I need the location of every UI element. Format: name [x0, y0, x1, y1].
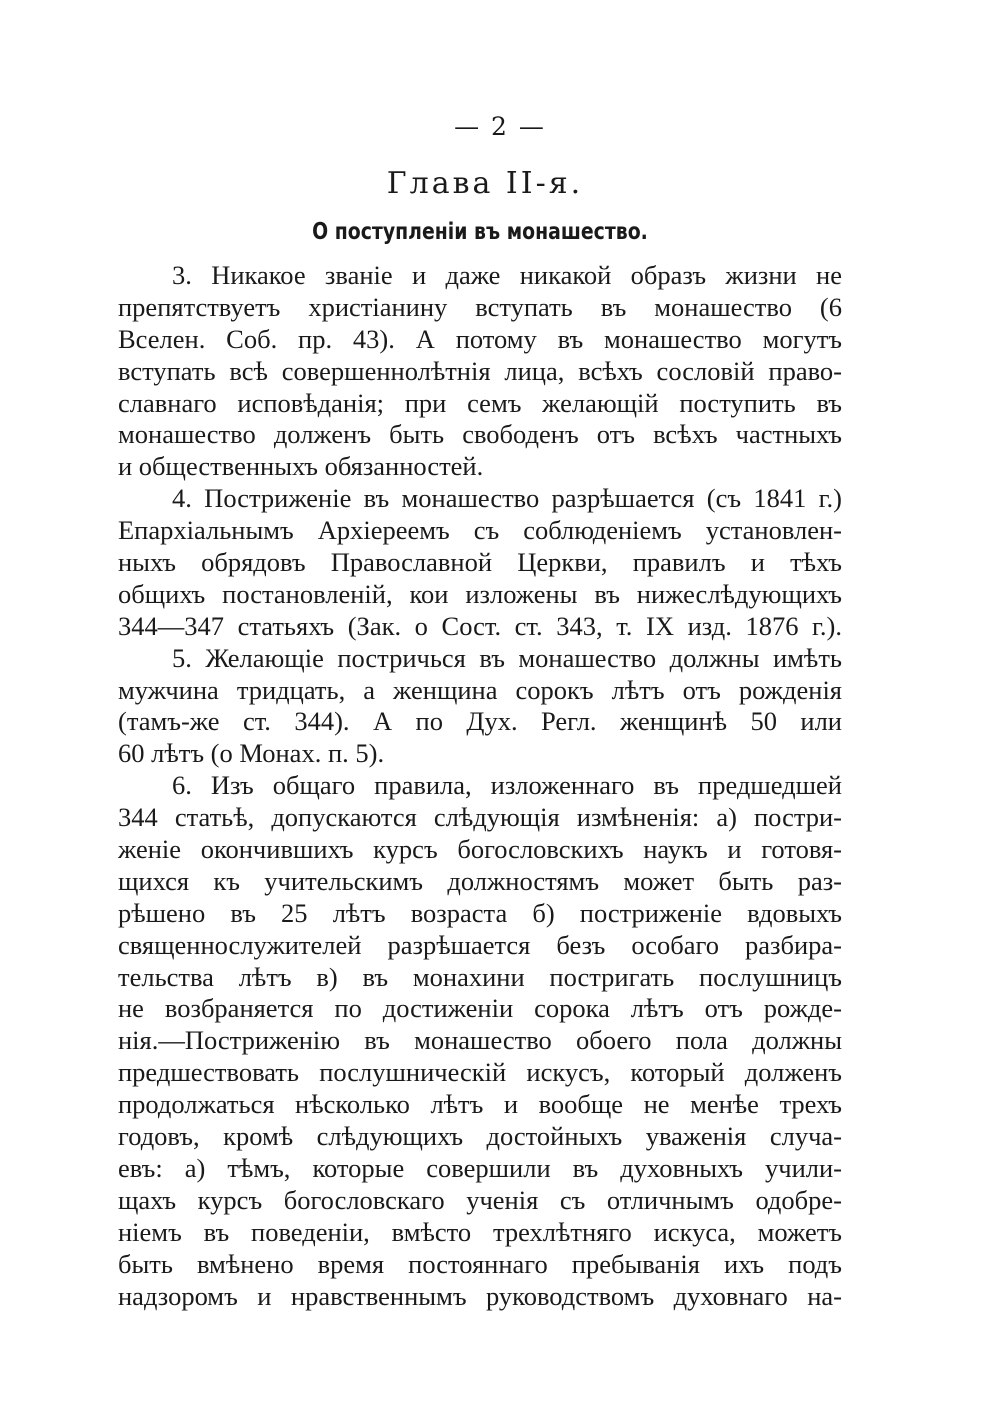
text-line: вступать всѣ совершеннолѣтнія лица, всѣхъ сословій право-: [118, 355, 842, 386]
text-line: евъ: а) тѣмъ, которые совершили въ духовныхъ учили-: [118, 1152, 842, 1183]
text-line: не возбраняется по достиженіи сорока лѣтъ отъ рожде-: [118, 993, 842, 1024]
text-line: надзоромъ и нравственнымъ руководствомъ духовнаго на-: [118, 1280, 842, 1311]
text-line: Епархіальнымъ Архіереемъ съ соблюденіемъ установлен-: [118, 515, 842, 546]
text-line: 60 лѣтъ (о Монах. п. 5).: [118, 738, 385, 769]
text-line: быть вмѣнено время постояннаго пребыванія ихъ подъ: [118, 1248, 842, 1279]
text-line: щихся къ учительскимъ должностямъ может быть раз-: [118, 865, 842, 896]
chapter-title: Глава II-я.: [386, 166, 584, 201]
text-line: Вселен. Соб. пр. 43). А потому въ монашество могутъ: [118, 323, 842, 354]
text-line: 344 статьѣ, допускаются слѣдующія измѣненія: а) постри-: [118, 802, 842, 833]
text-line: продолжаться нѣсколько лѣтъ и вообще не менѣе трехъ: [118, 1089, 842, 1120]
text-line: щахъ курсъ богословскаго ученія съ отличнымъ одобре-: [118, 1184, 842, 1215]
text-line: тельства лѣтъ в) въ монахини постригать послушницъ: [118, 961, 842, 992]
text-line: предшествовать послушническій искусъ, который долженъ: [118, 1057, 842, 1088]
text-line: (тамъ-же ст. 344). А по Дух. Регл. женщинѣ 50 или: [118, 706, 842, 737]
text-line: 6. Изъ общаго правила, изложеннаго въ предшедшей: [172, 770, 842, 801]
text-line: рѣшено въ 25 лѣтъ возраста б) постриженіе вдовыхъ: [118, 897, 842, 928]
body-text: [118, 260, 842, 1312]
text-line: нія.—Постриженію въ монашество обоего пола должны: [118, 1025, 842, 1056]
text-line: ніемъ въ поведеніи, вмѣсто трехлѣтняго искуса, можетъ: [118, 1216, 842, 1247]
text-line: препятствуетъ христіанину вступать въ монашество (6: [118, 291, 842, 322]
section-title: О поступленіи въ монашество.: [312, 219, 648, 245]
text-line: священнослужителей разрѣшается безъ особаго разбира-: [118, 929, 842, 960]
text-line: общихъ постановленій, кои изложены въ нижеслѣдующихъ: [118, 578, 842, 609]
text-line: годовъ, кромѣ слѣдующихъ достойныхъ уваженія случа-: [118, 1121, 842, 1152]
page-number: — 2 —: [454, 112, 546, 141]
text-line: 4. Постриженіе въ монашество разрѣшается (съ 1841 г.): [172, 483, 842, 514]
text-line: 3. Никакое званіе и даже никакой образъ жизни не: [172, 260, 842, 290]
text-line: мужчина тридцать, а женщина сорокъ лѣтъ отъ рожденія: [118, 674, 842, 705]
text-line: ныхъ обрядовъ Православной Церкви, правилъ и тѣхъ: [118, 547, 842, 578]
text-line: и общественныхъ обязанностей.: [118, 451, 484, 482]
text-line: славнаго исповѣданія; при семъ желающій поступить въ: [118, 387, 842, 418]
text-line: 5. Желающіе постричься въ монашество должны имѣть: [172, 642, 842, 673]
text-line: монашество долженъ быть свободенъ отъ всѣхъ частныхъ: [118, 419, 842, 450]
text-line: женіе окончившихъ курсъ богословскихъ наукъ и готовя-: [118, 834, 842, 865]
text-line: 344—347 статьяхъ (Зак. о Сост. ст. 343, т. IX изд. 1876 г.).: [118, 610, 842, 641]
